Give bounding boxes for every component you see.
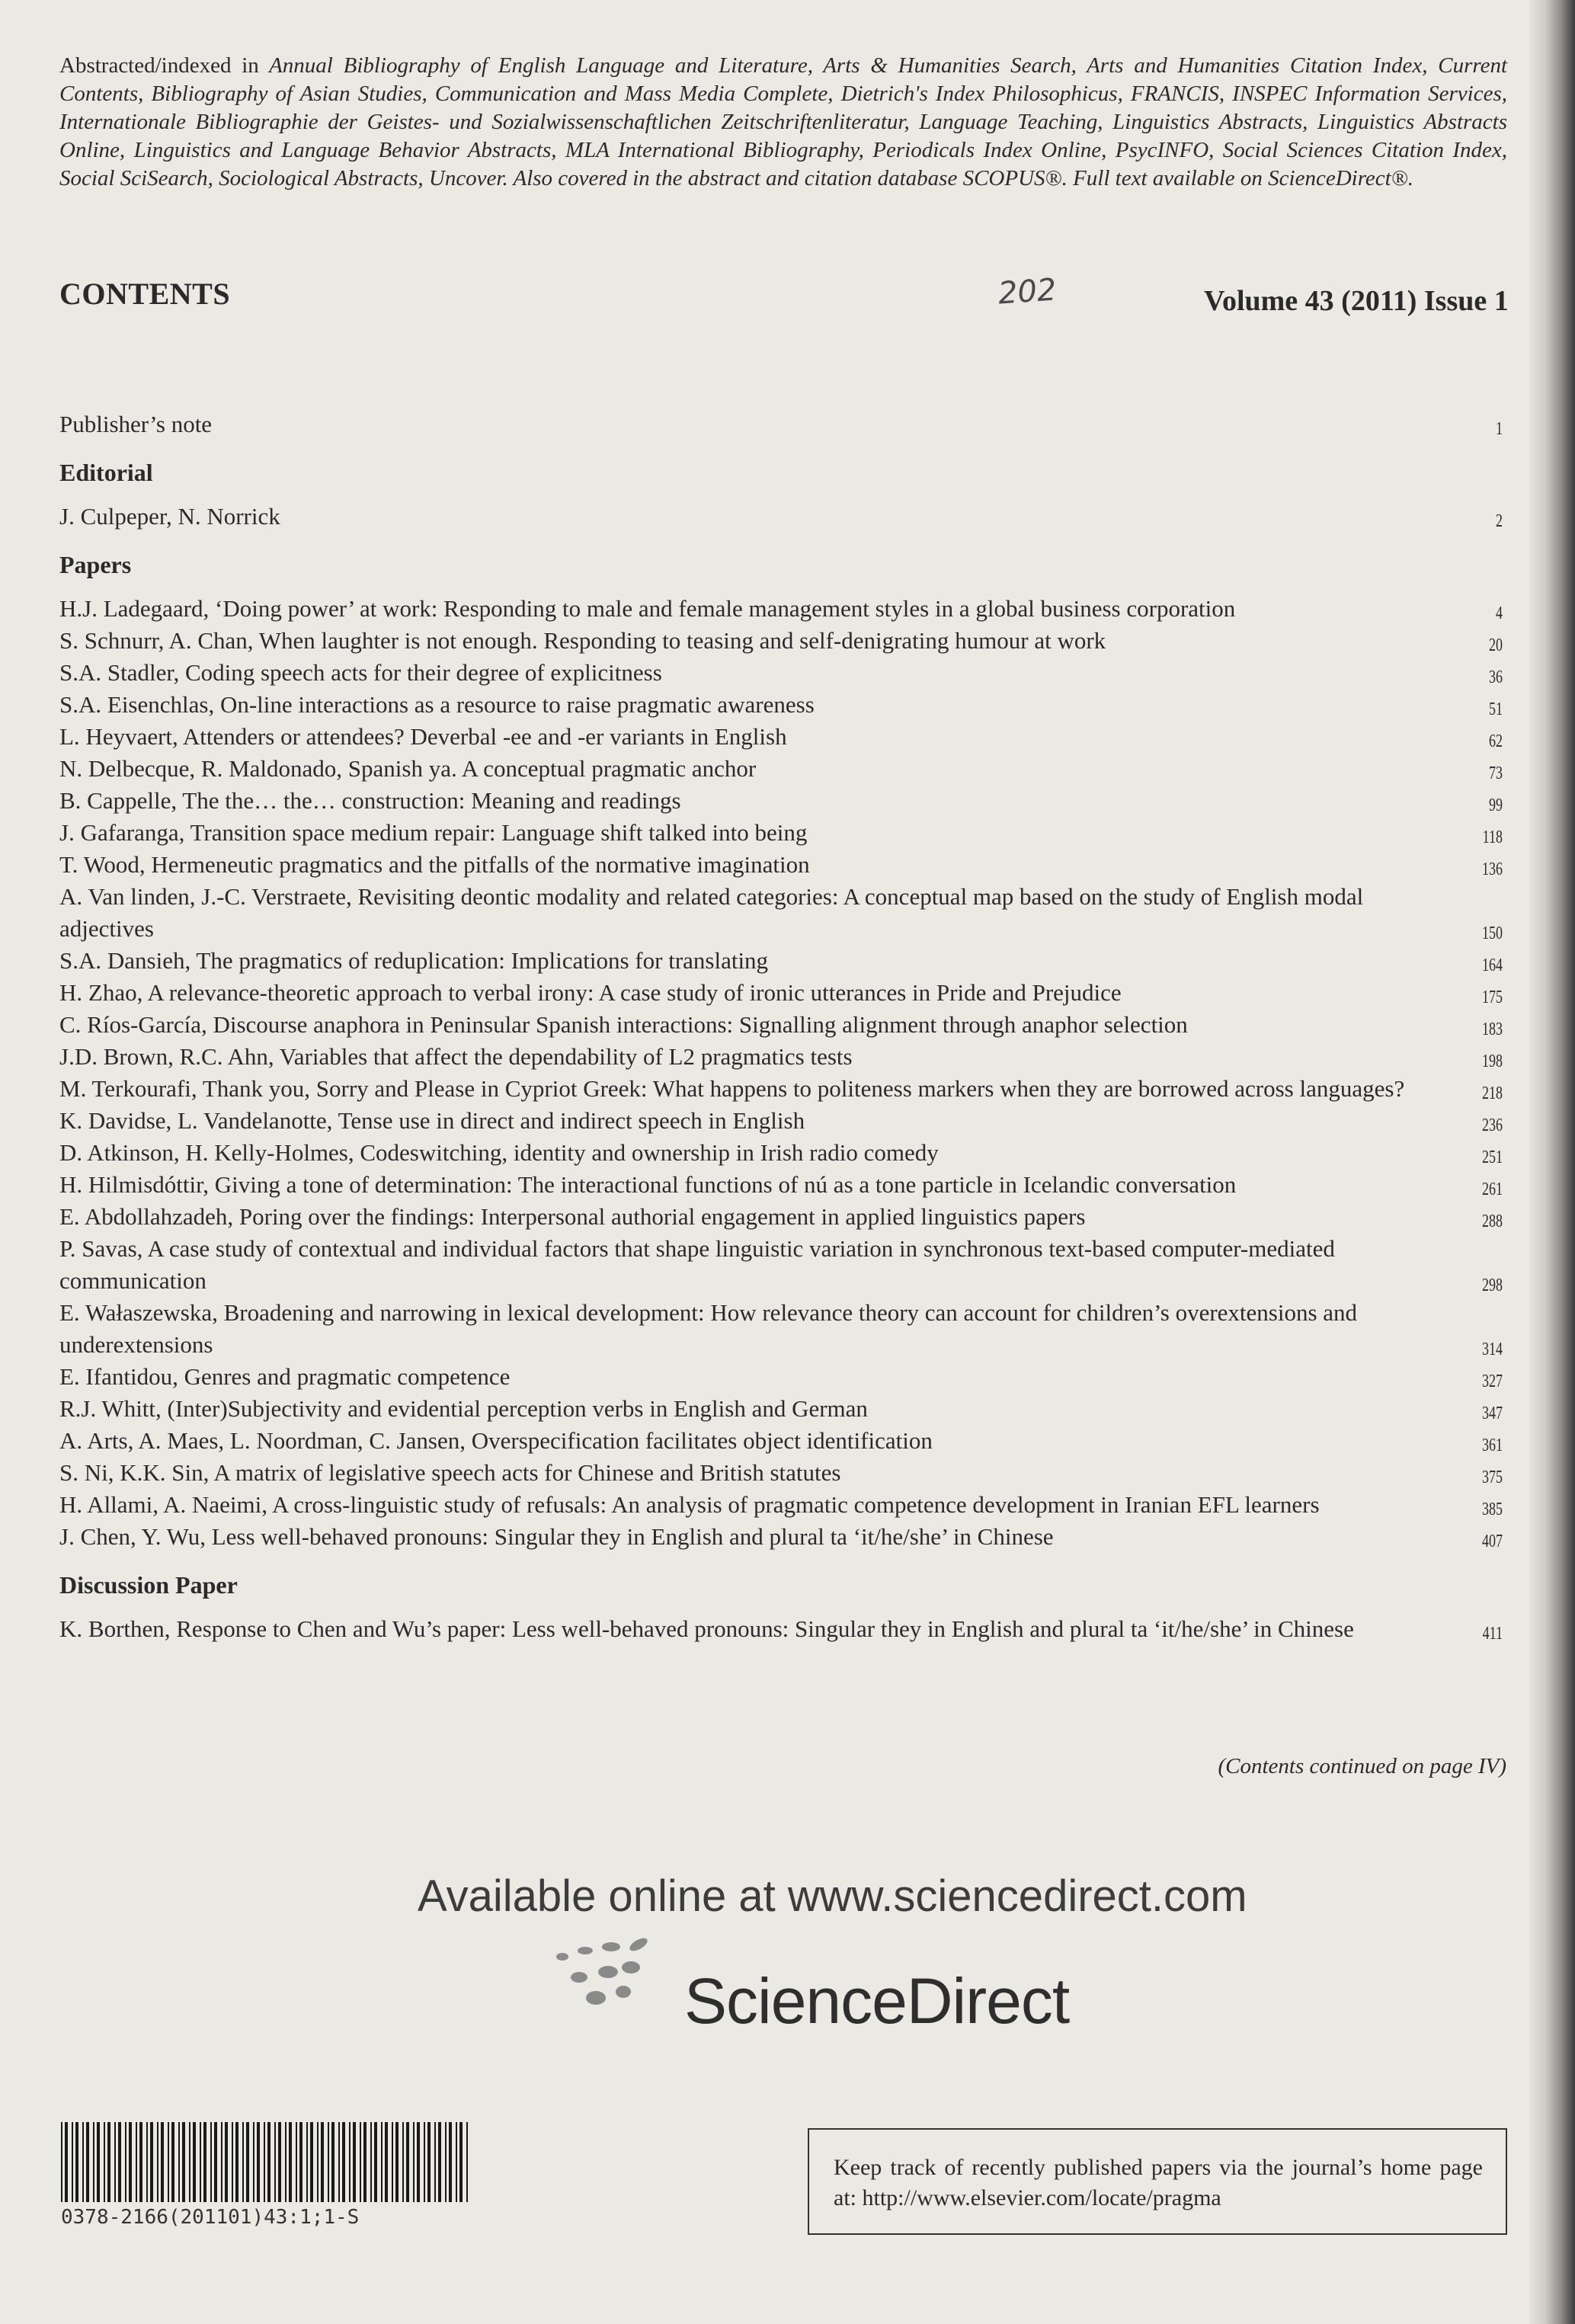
entry-page: 1 bbox=[1496, 419, 1503, 439]
barcode-bar bbox=[61, 2122, 62, 2202]
barcode-bar bbox=[306, 2122, 308, 2202]
toc-entry[interactable] bbox=[59, 977, 1501, 1009]
barcode-bar bbox=[289, 2122, 292, 2202]
toc-entry[interactable] bbox=[59, 1521, 1501, 1553]
toc-entry[interactable] bbox=[59, 408, 1501, 440]
entry-page: 261 bbox=[1482, 1180, 1503, 1199]
entry-title: E. Wałaszewska, Broadening and narrowing in lexical development: How relevance theory can account for children’s overextensions and underextensions bbox=[59, 1299, 1358, 1358]
entry-page: 198 bbox=[1482, 1052, 1503, 1071]
barcode-bar bbox=[65, 2122, 68, 2202]
handwritten-note: 202 bbox=[997, 272, 1058, 312]
entry-title: H.J. Ladegaard, ‘Doing power’ at work: Responding to male and female management styles in a global business corporation bbox=[59, 595, 1236, 622]
entry-page: 298 bbox=[1482, 1276, 1503, 1295]
barcode-bar bbox=[242, 2122, 244, 2202]
barcode-bar bbox=[274, 2122, 276, 2202]
entry-title: E. Abdollahzadeh, Poring over the findings: Interpersonal authorial engagement in applied linguistics papers bbox=[59, 1203, 1086, 1230]
barcode-bar bbox=[392, 2122, 393, 2202]
barcode-bar bbox=[449, 2122, 452, 2202]
barcode-bar bbox=[225, 2122, 228, 2202]
barcode-bar bbox=[253, 2122, 254, 2202]
entry-title: R.J. Whitt, (Inter)Subjectivity and evidential perception verbs in English and German bbox=[59, 1395, 868, 1422]
toc-entry[interactable] bbox=[59, 1457, 1501, 1489]
barcode-bar bbox=[338, 2122, 340, 2202]
toc-entry[interactable] bbox=[59, 1201, 1501, 1233]
papers-list bbox=[59, 593, 1501, 1553]
entry-title: E. Ifantidou, Genres and pragmatic competence bbox=[59, 1363, 511, 1390]
barcode-bar bbox=[406, 2122, 409, 2202]
entry-page: 375 bbox=[1482, 1468, 1503, 1487]
barcode-bar bbox=[114, 2122, 116, 2202]
barcode-bar bbox=[214, 2122, 217, 2202]
toc-entry[interactable] bbox=[59, 1233, 1501, 1297]
section-papers: Papers bbox=[59, 551, 132, 578]
barcode-bar bbox=[93, 2122, 94, 2202]
barcode-bar bbox=[125, 2122, 126, 2202]
entry-page: 118 bbox=[1482, 827, 1503, 847]
barcode-bar bbox=[189, 2122, 190, 2202]
barcode-bar bbox=[171, 2122, 174, 2202]
toc-entry[interactable] bbox=[59, 945, 1501, 977]
table-of-contents bbox=[59, 408, 1501, 1645]
barcode-bar bbox=[317, 2122, 319, 2202]
entry-title: S.A. Stadler, Coding speech acts for their degree of explicitness bbox=[59, 659, 662, 686]
barcode-bar bbox=[374, 2122, 377, 2202]
toc-entry[interactable] bbox=[59, 1041, 1501, 1073]
barcode-bar bbox=[267, 2122, 271, 2202]
entry-page: 51 bbox=[1489, 699, 1503, 719]
section-editorial: Editorial bbox=[59, 459, 153, 486]
entry-page: 251 bbox=[1482, 1148, 1503, 1167]
entry-title: H. Zhao, A relevance-theoretic approach to verbal irony: A case study of ironic utterances in Pride and Prejudice bbox=[59, 979, 1122, 1006]
barcode-bar bbox=[146, 2122, 148, 2202]
barcode-bar bbox=[321, 2122, 324, 2202]
entry-title: T. Wood, Hermeneutic pragmatics and the pitfalls of the normative imagination bbox=[59, 851, 810, 878]
entry-title: J. Gafaranga, Transition space medium repair: Language shift talked into being bbox=[59, 819, 808, 846]
barcode-bar bbox=[456, 2122, 457, 2202]
entry-title: K. Borthen, Response to Chen and Wu’s paper: Less well-behaved pronouns: Singular they in English and plural ta ‘it/he/she’ in Chinese bbox=[59, 1615, 1354, 1642]
contents-continued-note: (Contents continued on page IV) bbox=[1218, 1754, 1506, 1778]
entry-page: 62 bbox=[1489, 731, 1503, 751]
toc-entry[interactable] bbox=[59, 1393, 1501, 1425]
entry-page: 407 bbox=[1482, 1532, 1503, 1551]
abstract-services: Annual Bibliography of English Language and Literature, Arts & Humanities Search, Arts and Humanities Citation Index, Current Contents, Bibliography of Asian Studies, Communication and Mass Media Complete, Dietrich's Index Philosophicus, FRANCIS, INSPEC Information Services, Internationale Bibliographie der Geistes- und Sozialwissenschaftlichen Zeitschriftenliteratur, Language Teaching, Linguistics Abstracts, Linguistics Abstracts Online, Linguistics and Language Behavior Abstracts, MLA International Bibliography, Periodicals Index Online, PsycINFO, Social Sciences Citation Index, Social SciSearch, Sociological Abstracts, Uncover. Also covered in the abstract and citation database SCOPUS®. Full text available on ScienceDirect®. bbox=[59, 53, 1507, 190]
barcode-bar bbox=[278, 2122, 281, 2202]
barcode bbox=[59, 2122, 471, 2202]
entry-title: Publisher’s note bbox=[59, 411, 213, 437]
barcode-bar bbox=[203, 2122, 206, 2202]
entry-page: 36 bbox=[1489, 667, 1503, 687]
barcode-bar bbox=[232, 2122, 233, 2202]
barcode-bar bbox=[427, 2122, 431, 2202]
barcode-bar bbox=[285, 2122, 287, 2202]
entry-page: 20 bbox=[1489, 635, 1503, 655]
barcode-bar bbox=[161, 2122, 164, 2202]
barcode-bar bbox=[353, 2122, 356, 2202]
entry-page: 327 bbox=[1482, 1372, 1503, 1391]
entry-page: 385 bbox=[1482, 1500, 1503, 1519]
entry-title: S. Schnurr, A. Chan, When laughter is not enough. Responding to teasing and self-denigrating humour at work bbox=[59, 627, 1106, 654]
barcode-bar bbox=[107, 2122, 110, 2202]
barcode-bar bbox=[402, 2122, 404, 2202]
toc-entry[interactable] bbox=[59, 657, 1501, 689]
barcode-bar bbox=[257, 2122, 260, 2202]
barcode-bar bbox=[193, 2122, 196, 2202]
toc-entry[interactable] bbox=[59, 785, 1501, 817]
entry-title: N. Delbecque, R. Maldonado, Spanish ya. A conceptual pragmatic anchor bbox=[59, 755, 757, 782]
barcode-bar bbox=[417, 2122, 420, 2202]
entry-page: 288 bbox=[1482, 1212, 1503, 1231]
barcode-bar bbox=[424, 2122, 425, 2202]
entry-title: S. Ni, K.K. Sin, A matrix of legislative speech acts for Chinese and British statutes bbox=[59, 1459, 841, 1486]
entry-title: J. Chen, Y. Wu, Less well-behaved pronouns: Singular they in English and plural ta ‘it/he/she’ in Chinese bbox=[59, 1523, 1054, 1550]
barcode-bar bbox=[72, 2122, 73, 2202]
barcode-bar bbox=[136, 2122, 137, 2202]
toc-entry[interactable] bbox=[59, 881, 1501, 945]
toc-entry[interactable] bbox=[59, 1489, 1501, 1521]
barcode-bar bbox=[168, 2122, 169, 2202]
barcode-bar bbox=[246, 2122, 249, 2202]
barcode-bar bbox=[200, 2122, 201, 2202]
entry-page: 314 bbox=[1482, 1340, 1503, 1359]
toc-entry[interactable] bbox=[59, 1297, 1501, 1361]
entry-page: 236 bbox=[1482, 1116, 1503, 1135]
entry-title: C. Ríos-García, Discourse anaphora in Peninsular Spanish interactions: Signalling alignment through anaphor selection bbox=[59, 1011, 1188, 1038]
section-discussion: Discussion Paper bbox=[59, 1571, 238, 1599]
barcode-bar bbox=[296, 2122, 297, 2202]
entry-page: 2 bbox=[1496, 511, 1503, 531]
barcode-bar bbox=[150, 2122, 153, 2202]
contents-heading: CONTENTS bbox=[59, 277, 231, 311]
toc-entry[interactable] bbox=[59, 593, 1501, 625]
entry-page: 175 bbox=[1482, 988, 1503, 1007]
barcode-bar bbox=[310, 2122, 313, 2202]
barcode-bar bbox=[75, 2122, 78, 2202]
barcode-bar bbox=[328, 2122, 329, 2202]
entry-title: J. Culpeper, N. Norrick bbox=[59, 503, 280, 530]
barcode-bar bbox=[299, 2122, 303, 2202]
barcode-bar bbox=[139, 2122, 142, 2202]
toc-entry[interactable] bbox=[59, 689, 1501, 721]
barcode-number: 0378-2166(201101)43:1;1-S bbox=[61, 2206, 360, 2229]
toc-entry[interactable] bbox=[59, 817, 1501, 849]
entry-page: 99 bbox=[1489, 795, 1503, 815]
page-binding-edge bbox=[1529, 0, 1575, 2324]
entry-page: 136 bbox=[1482, 859, 1503, 879]
toc-entry[interactable] bbox=[59, 1073, 1501, 1105]
volume-issue: Volume 43 (2011) Issue 1 bbox=[1204, 285, 1509, 317]
toc-entry[interactable] bbox=[59, 1137, 1501, 1169]
entry-title: S.A. Eisenchlas, On-line interactions as a resource to raise pragmatic awareness bbox=[59, 691, 815, 718]
barcode-bar bbox=[118, 2122, 121, 2202]
barcode-bar bbox=[235, 2122, 238, 2202]
entry-title: D. Atkinson, H. Kelly-Holmes, Codeswitching, identity and ownership in Irish radio comedy bbox=[59, 1139, 939, 1166]
barcode-bar bbox=[385, 2122, 388, 2202]
abstract-intro: Abstracted/indexed in bbox=[59, 53, 259, 78]
entry-title: H. Allami, A. Naeimi, A cross-linguistic study of refusals: An analysis of pragmatic competence development in Iranian EFL learners bbox=[59, 1491, 1320, 1518]
abstracting-indexing-note bbox=[59, 52, 1507, 193]
toc-entry[interactable] bbox=[59, 1105, 1501, 1137]
barcode-bar bbox=[438, 2122, 441, 2202]
barcode-bar bbox=[157, 2122, 158, 2202]
barcode-bar bbox=[264, 2122, 265, 2202]
toc-entry[interactable] bbox=[59, 849, 1501, 881]
entry-page: 150 bbox=[1482, 924, 1503, 943]
journal-homepage-box[interactable]: Keep track of recently published papers via the journal’s home page at: http://www.elsevier.com/locate/pragma bbox=[808, 2128, 1507, 2235]
entry-title: L. Heyvaert, Attenders or attendees? Deverbal -ee and -er variants in English bbox=[59, 723, 787, 750]
barcode-bar bbox=[221, 2122, 222, 2202]
entry-page: 361 bbox=[1482, 1436, 1503, 1455]
toc-entry[interactable] bbox=[59, 625, 1501, 657]
barcode-bar bbox=[129, 2122, 132, 2202]
entry-page: 183 bbox=[1482, 1020, 1503, 1039]
entry-page: 218 bbox=[1482, 1084, 1503, 1103]
entry-title: S.A. Dansieh, The pragmatics of reduplication: Implications for translating bbox=[59, 947, 769, 974]
barcode-bar bbox=[360, 2122, 361, 2202]
barcode-bar bbox=[370, 2122, 372, 2202]
barcode-bar bbox=[434, 2122, 436, 2202]
toc-entry[interactable] bbox=[59, 1009, 1501, 1041]
entry-title: H. Hilmisdóttir, Giving a tone of determination: The interactional functions of nú as a tone particle in Icelandic conversation bbox=[59, 1171, 1237, 1198]
barcode-bar bbox=[97, 2122, 100, 2202]
entry-title: A. Arts, A. Maes, L. Noordman, C. Jansen, Overspecification facilitates object identification bbox=[59, 1427, 933, 1454]
barcode-bar bbox=[395, 2122, 399, 2202]
toc-entry[interactable] bbox=[59, 721, 1501, 753]
entry-title: P. Savas, A case study of contextual and individual factors that shape linguistic variation in synchronous text-based computer-mediated communication bbox=[59, 1235, 1335, 1294]
toc-entry[interactable] bbox=[59, 501, 1501, 533]
entry-page: 411 bbox=[1482, 1624, 1503, 1644]
toc-entry[interactable] bbox=[59, 1425, 1501, 1457]
entry-title: B. Cappelle, The the… the… construction: Meaning and readings bbox=[59, 787, 681, 814]
entry-page: 164 bbox=[1482, 956, 1503, 975]
entry-page: 73 bbox=[1489, 763, 1503, 783]
barcode-bar bbox=[413, 2122, 415, 2202]
entry-title: K. Davidse, L. Vandelanotte, Tense use in direct and indirect speech in English bbox=[59, 1107, 805, 1134]
toc-entry[interactable] bbox=[59, 1361, 1501, 1393]
barcode-bar bbox=[445, 2122, 447, 2202]
barcode-bar bbox=[82, 2122, 84, 2202]
barcode-bar bbox=[104, 2122, 105, 2202]
barcode-bar bbox=[86, 2122, 89, 2202]
barcode-bar bbox=[342, 2122, 345, 2202]
barcode-bar bbox=[182, 2122, 185, 2202]
entry-page: 347 bbox=[1482, 1404, 1503, 1423]
entry-page: 4 bbox=[1496, 603, 1503, 623]
barcode-bar bbox=[178, 2122, 180, 2202]
barcode-bar bbox=[466, 2122, 468, 2202]
barcode-bar bbox=[331, 2122, 335, 2202]
toc-entry[interactable] bbox=[59, 753, 1501, 785]
toc-entry[interactable] bbox=[59, 1169, 1501, 1201]
barcode-bar bbox=[381, 2122, 383, 2202]
barcode-bar bbox=[210, 2122, 212, 2202]
toc-entry[interactable] bbox=[59, 1613, 1501, 1645]
entry-title: M. Terkourafi, Thank you, Sorry and Please in Cypriot Greek: What happens to politeness markers when they are borrowed across languages? bbox=[59, 1075, 1405, 1102]
barcode-bar bbox=[363, 2122, 367, 2202]
available-online-banner[interactable]: Available online at www.sciencedirect.com bbox=[418, 1871, 1247, 1921]
sciencedirect-logo-text: ScienceDirect bbox=[684, 1965, 1070, 2037]
entry-title: J.D. Brown, R.C. Ahn, Variables that affect the dependability of L2 pragmatics tests bbox=[59, 1043, 853, 1070]
entry-title: A. Van linden, J.-C. Verstraete, Revisiting deontic modality and related categories: A conceptual map based on the study of English modal adjectives bbox=[59, 883, 1364, 942]
barcode-bar bbox=[349, 2122, 351, 2202]
barcode-bar bbox=[459, 2122, 463, 2202]
